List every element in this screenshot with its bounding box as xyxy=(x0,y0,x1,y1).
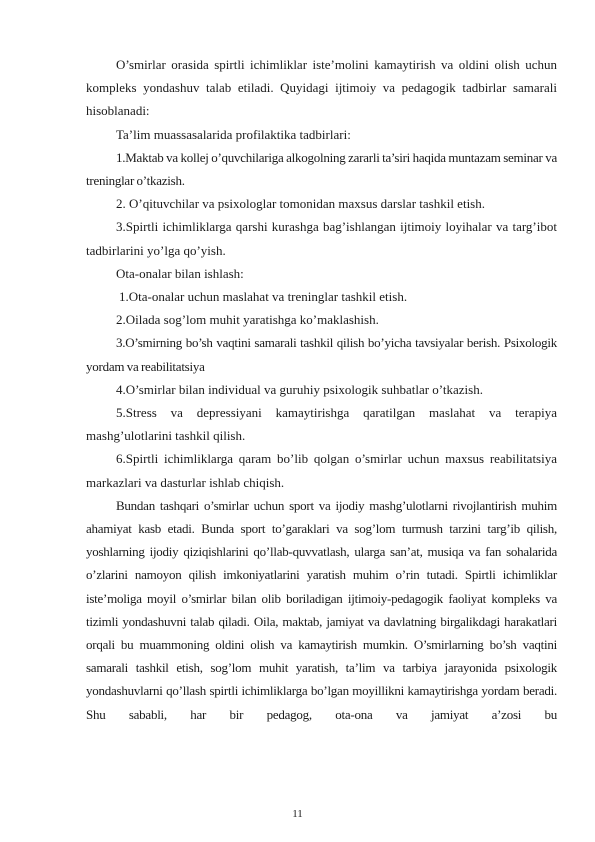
list-item: 2.Oilada sog’lom muhit yaratishga ko’maklashish. xyxy=(116,312,379,328)
list-item: 2. O’qituvchilar va psixologlar tomonidan maxsus darslar tashkil etish. xyxy=(116,196,485,212)
page-number: 11 xyxy=(292,808,303,820)
heading-education-institutions: Ta’lim muassasalarida profilaktika tadbirlari: xyxy=(116,126,351,142)
list-item: 3.Spirtli ichimliklarga qarshi kurashga bag’ishlangan ijtimoiy loyihalar va targ’ibot tadbirlarini yo’lga qo’yish. xyxy=(86,219,557,258)
list-item: 3.O’smirning bo’sh vaqtini samarali tashkil qilish bo’yicha tavsiyalar berish. Psixologik yordam va reabilitatsiya xyxy=(86,335,557,374)
list-item: 1.Maktab va kollej o’quvchilariga alkogolning zararli ta’siri haqida muntazam seminar va treninglar o’tkazish. xyxy=(86,149,557,189)
list-item: 4.O’smirlar bilan individual va guruhiy psixologik suhbatlar o’tkazish. xyxy=(116,381,483,397)
list-item: 1.Ota-onalar uchun maslahat va treninglar tashkil etish. xyxy=(119,289,408,305)
list-item: 6.Spirtli ichimliklarga qaram bo’lib qolgan o’smirlar uchun maxsus reabilitatsiya markazlari va dasturlar ishlab chiqish. xyxy=(86,451,557,490)
heading-parents: Ota-onalar bilan ishlash: xyxy=(116,265,244,281)
document-body xyxy=(86,53,557,726)
list-item: 5.Stress va depressiyani kamaytirishga qaratilgan maslahat va terapiya mashg’ulotlarini tashkil qilish. xyxy=(86,405,557,444)
paragraph-intro: O’smirlar orasida spirtli ichimliklar iste’molini kamaytirish va oldini olish uchun kompleks yondashuv talab etiladi. Quyidagi ijtimoiy va pedagogik tadbirlar samarali hisoblanadi: xyxy=(86,57,557,119)
paragraph-conclusion: Bundan tashqari o’smirlar uchun sport va ijodiy mashg’ulotlarni rivojlantirish muhim ahamiyat kasb etadi. Bunda sport to’garaklari va sog’lom turmush tarzini targ’ib qilish, yoshlarning ijodiy qiziqishlarini qo’llab-quvvatlash, ularga san’at, musiqa va fan sohalarida o’zlarini namoyon qilish imkoniyatlarini yaratish muhim o’rin tutadi. Spirtli ichimliklar iste’moliga moyil o’smirlar bilan olib boriladigan ijtimoiy-pedagogik faoliyat kompleks va tizimli yondashuvni talab qiladi. Oila, maktab, jamiyat va davlatning birgalikdagi harakatlari orqali bu muammoning oldini olish va kamaytirish mumkin. O’smirlarning bo’sh vaqtini samarali tashkil etish, sog’lom muhit yaratish, ta’lim va tarbiya jarayonida psixologik yondashuvlarni qo’llash spirtli ichimliklarga bo’lgan moyillikni kamaytirishga yordam beradi. Shu sababli, har bir pedagog, ota-ona va jamiyat a’zosi bu xyxy=(86,497,557,722)
